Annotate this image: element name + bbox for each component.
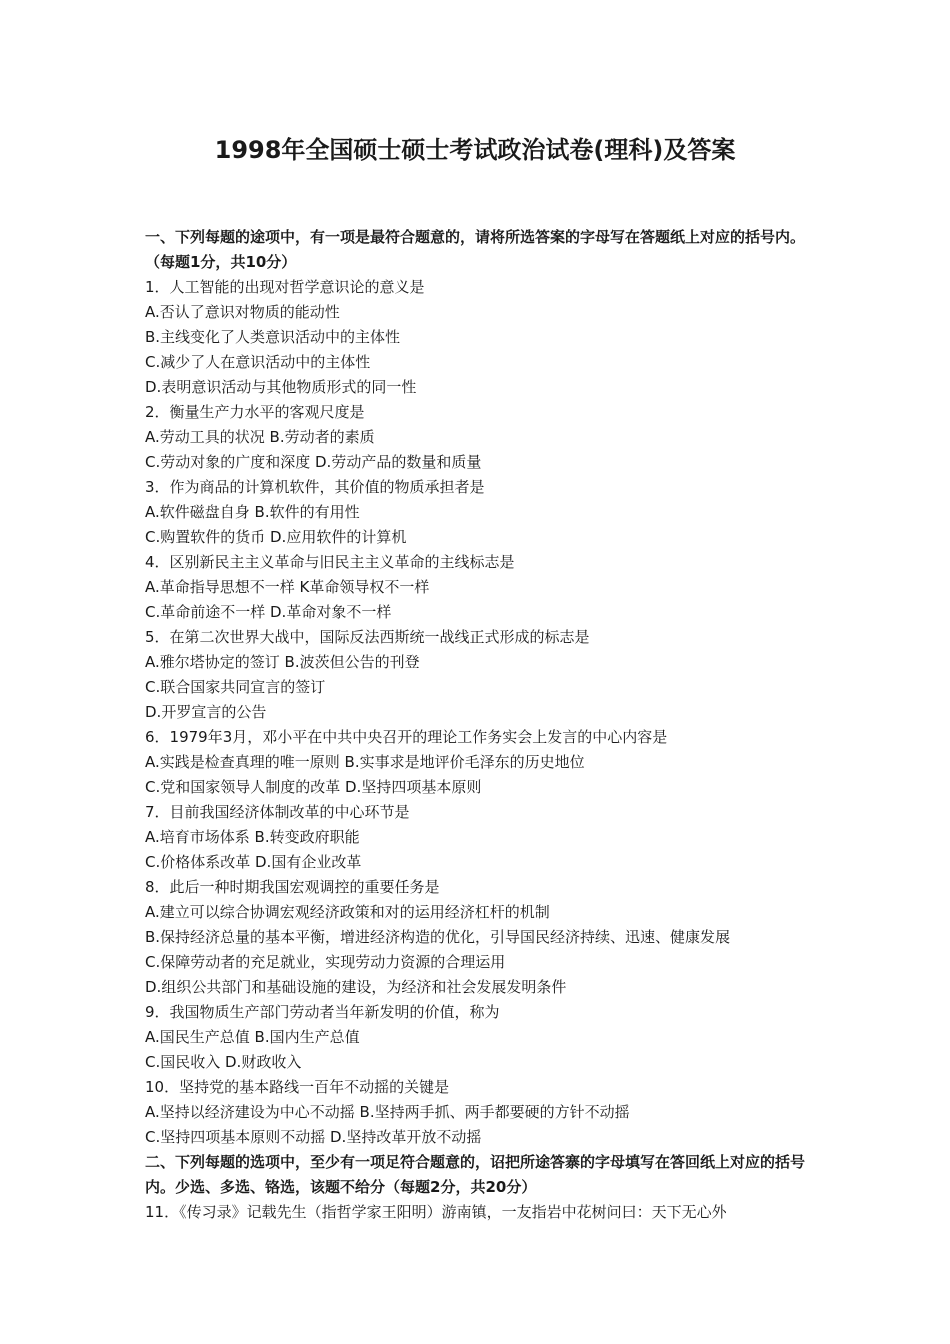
option-line: C.保障劳动者的充足就业，实现劳动力资源的合理运用	[145, 953, 506, 971]
option-line: C.减少了人在意识活动中的主体性	[145, 353, 371, 371]
question-stem: 1．人工智能的出现对哲学意识论的意义是	[145, 278, 425, 296]
option-line: D.组织公共部门和基础设施的建设，为经济和社会发展发明条件	[145, 978, 567, 996]
document-title: 1998年全国硕士硕士考试政治试卷(理科)及答案	[214, 136, 736, 164]
option-line: C.坚持四项基本原则不动摇 D.坚持改革开放不动摇	[145, 1128, 482, 1146]
question-6	[145, 725, 815, 800]
option-line: C.联合国家共同宣言的签订	[145, 678, 326, 696]
question-stem: 6．1979年3月，邓小平在中共中央召开的理论工作务实会上发言的中心内容是	[145, 728, 668, 746]
question-5	[145, 625, 815, 725]
question-stem: 10．坚持党的基本路线一百年不动摇的关键是	[145, 1078, 450, 1096]
option-line: A.雅尔塔协定的签订 B.波茨但公告的刊登	[145, 653, 420, 671]
question-stem: 5．在第二次世界大战中，国际反法西斯统一战线正式形成的标志是	[145, 628, 590, 646]
document-body	[145, 225, 815, 1225]
option-line: A.劳动工具的状况 B.劳动者的素质	[145, 428, 375, 446]
option-line: A.实践是检查真理的唯一原则 B.实事求是地评价毛泽东的历史地位	[145, 753, 585, 771]
question-stem: 2．衡量生产力水平的客观尺度是	[145, 403, 365, 421]
section-2-heading: 二、下列每题的选项中，至少有一项足符合题意的，诏把所途答寨的字母填写在答回纸上对应的括号内。少选、多选、铬选，该题不给分（每题2分，共20分）	[145, 1153, 806, 1196]
question-2	[145, 400, 815, 475]
question-3	[145, 475, 815, 550]
option-line: A.建立可以综合协调宏观经济政策和对的运用经济杠杆的机制	[145, 903, 550, 921]
question-stem: 3．作为商品的计算机软件，其价值的物质承担者是	[145, 478, 485, 496]
option-line: A.革命指导思想不一样 K革命领导权不一样	[145, 578, 430, 596]
option-line: C.劳动对象的广度和深度 D.劳动产品的数量和质量	[145, 453, 482, 471]
option-line: A.培育市场体系 B.转变政府职能	[145, 828, 360, 846]
option-line: C.国民收入 D.财政收入	[145, 1053, 302, 1071]
question-4	[145, 550, 815, 625]
option-line: B.保持经济总量的基本平衡，增进经济构造的优化，引导国民经济持续、迅速、健康发展	[145, 928, 731, 946]
question-1	[145, 275, 815, 400]
option-line: A.国民生产总值 B.国内生产总值	[145, 1028, 360, 1046]
option-line: A.坚持以经济建设为中心不动摇 B.坚持两手抓、两手都要硬的方针不动摇	[145, 1103, 630, 1121]
question-11-stem: 11．《传习录》记载先生（指哲学家王阳明）游南镇，一友指岩中花树问曰：天下无心外	[145, 1203, 727, 1221]
option-line: C.党和国家领导人制度的改革 D.坚持四项基本原则	[145, 778, 482, 796]
question-stem: 9．我国物质生产部门劳动者当年新发明的价值，称为	[145, 1003, 500, 1021]
option-line: A.软件磁盘自身 B.软件的有用性	[145, 503, 360, 521]
option-line: D.开罗宣言的公告	[145, 703, 267, 721]
option-line: B.主线变化了人类意识活动中的主体性	[145, 328, 401, 346]
question-stem: 8．此后一种时期我国宏观调控的重要任务是	[145, 878, 440, 896]
option-line: C.革命前途不一样 D.革命对象不一样	[145, 603, 392, 621]
question-8	[145, 875, 815, 1000]
question-7	[145, 800, 815, 875]
option-line: D.表明意识活动与其他物质形式的同一性	[145, 378, 417, 396]
question-10	[145, 1075, 815, 1150]
question-stem: 4．区别新民主主义革命与旧民主主义革命的主线标志是	[145, 553, 515, 571]
section-1-heading: 一、下列每题的途项中，有一项是最符合题意的，请将所选答案的字母写在答题纸上对应的括号内。（每题1分，共10分）	[145, 228, 806, 271]
question-stem: 7．目前我国经济体制改革的中心环节是	[145, 803, 410, 821]
option-line: C.购置软件的货币 D.应用软件的计算机	[145, 528, 407, 546]
question-9	[145, 1000, 815, 1075]
option-line: C.价格体系改革 D.国有企业改革	[145, 853, 362, 871]
option-line: A.否认了意识对物质的能动性	[145, 303, 340, 321]
